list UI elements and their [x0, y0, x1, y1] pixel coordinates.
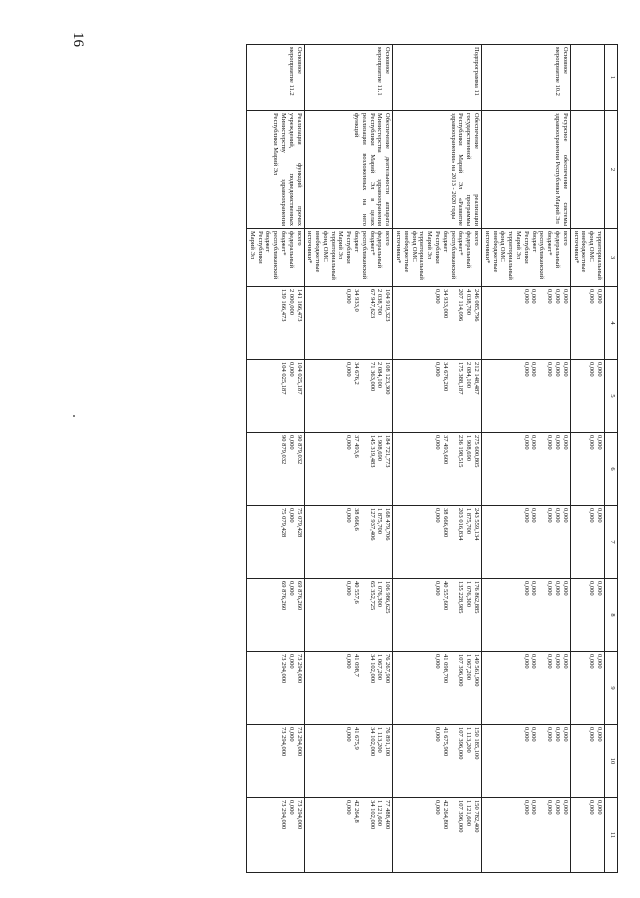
amount-value: 0,000 — [287, 435, 295, 450]
amount-value: 69 876,260 — [295, 581, 303, 611]
amount-value: 90 879,032 — [295, 435, 303, 465]
amount-value: 0,000 — [561, 435, 569, 450]
amount-value: 0,000 — [345, 800, 353, 815]
amount-value: 0,000 — [522, 727, 530, 742]
amount-value: 34 676,2 — [352, 362, 360, 385]
amount-value: 0,000 — [522, 654, 530, 669]
amount-value: 0,000 — [588, 435, 596, 450]
spacer — [360, 289, 368, 357]
funding-source-label: республиканский бюджет Республики Марий Эл — [426, 231, 457, 280]
amount-value: 141 166,473 — [295, 289, 303, 322]
funding-source-label: федеральный бюджет* — [368, 231, 384, 268]
amount-value: 0,000 — [554, 435, 562, 450]
amount-value: 150 185,100 — [473, 727, 481, 760]
funding-source-label: федеральный бюджет* — [546, 231, 562, 268]
amount-value: 0,000 — [433, 362, 441, 377]
amount-value: 41 675,900 — [441, 727, 449, 757]
amount-value: 0,000 — [287, 581, 295, 596]
table-row — [246, 45, 304, 873]
funding-sources-cell — [246, 229, 304, 287]
amount-value: 0,000 — [588, 654, 596, 669]
spacer — [360, 654, 368, 722]
amount-value: 4 038,700 — [465, 289, 473, 315]
amount-value: 0,000 — [546, 435, 554, 450]
amount-cell — [570, 798, 604, 873]
funding-sources-cell — [393, 229, 482, 287]
amount-value: 0,000 — [561, 289, 569, 304]
amount-cell — [570, 287, 604, 360]
amount-cell — [246, 287, 304, 360]
spacer — [537, 581, 545, 649]
amount-value: 76 267,900 — [384, 654, 392, 684]
amount-cell — [304, 433, 393, 506]
amount-value: 0,000 — [433, 654, 441, 669]
spacer — [537, 654, 545, 722]
amount-cell — [570, 433, 604, 506]
amount-cell — [393, 360, 482, 433]
column-number-4: 4 — [605, 287, 618, 360]
column-number-9: 9 — [605, 652, 618, 725]
amount-cell — [482, 652, 571, 725]
amount-value: 41 675,9 — [352, 727, 360, 750]
amount-value: 0,000 — [554, 581, 562, 596]
amount-value: 0,000 — [530, 508, 538, 523]
funding-sources-cell — [304, 229, 393, 287]
amount-value: 275 600,805 — [473, 435, 481, 468]
amount-value: 0,000 — [561, 362, 569, 377]
amount-value: 0,000 — [588, 289, 596, 304]
amount-value: 176 862,885 — [473, 581, 481, 614]
amount-value: 0,000 — [345, 727, 353, 742]
amount-value: 77 488,400 — [384, 800, 392, 830]
spacer — [449, 727, 457, 795]
amount-value: 149 561,900 — [473, 654, 481, 687]
funding-source-label: республиканский бюджет Республики Марий Эл — [337, 231, 368, 280]
amount-value: 0,000 — [561, 654, 569, 669]
amount-value: 0,000 — [287, 362, 295, 377]
funding-source-label: территориальный фонд ОМС — [588, 231, 603, 280]
amount-value: 0,000 — [530, 289, 538, 304]
spacer — [360, 508, 368, 576]
measure-name-cell — [570, 111, 604, 229]
amount-cell — [246, 798, 304, 873]
amount-value: 34 676,200 — [441, 362, 449, 392]
amount-value: 0,000 — [554, 800, 562, 815]
amount-value: 0,000 — [530, 727, 538, 742]
amount-value: 1 121,600 — [465, 800, 473, 826]
amount-cell — [246, 506, 304, 579]
amount-value: 0,000 — [345, 508, 353, 523]
amount-value: 0,000 — [554, 508, 562, 523]
amount-cell — [246, 433, 304, 506]
amount-value: 71 363,000 — [368, 362, 376, 392]
amount-value: 0,000 — [596, 508, 603, 523]
amount-cell — [570, 360, 604, 433]
amount-value: 0,000 — [433, 435, 441, 450]
funding-source-label: федеральный бюджет* — [279, 231, 295, 268]
amount-value: 0,000 — [345, 362, 353, 377]
amount-value: 0,000 — [522, 800, 530, 815]
column-number-1: 1 — [605, 45, 618, 111]
amount-value: 40 557,6 — [352, 581, 360, 604]
amount-value: 0,000 — [546, 800, 554, 815]
amount-value: 40 557,600 — [441, 581, 449, 611]
amount-value: 0,000 — [530, 654, 538, 669]
amount-value: 0,000 — [588, 800, 596, 815]
amount-value: 0,000 — [561, 800, 569, 815]
amount-cell — [304, 579, 393, 652]
column-number-2: 2 — [605, 111, 618, 229]
amount-value: 73 294,000 — [295, 654, 303, 684]
amount-value: 90 879,032 — [279, 435, 287, 465]
amount-cell — [393, 287, 482, 360]
amount-value: 0,000 — [546, 727, 554, 742]
amount-value: 1 875,700 — [376, 508, 384, 534]
funding-source-label: республиканский бюджет Республики Марий Эл — [515, 231, 546, 280]
amount-value: 0,000 — [561, 727, 569, 742]
amount-value: 0,000 — [345, 435, 353, 450]
column-number-8: 8 — [605, 579, 618, 652]
amount-value: 0,000 — [287, 727, 295, 742]
amount-cell — [570, 725, 604, 798]
column-number-11: 11 — [605, 798, 618, 873]
amount-value: 1 908,690 — [376, 435, 384, 461]
table-row — [304, 45, 393, 873]
amount-value: 0,000 — [287, 654, 295, 669]
table-row — [393, 45, 482, 873]
amount-value: 0,000 — [596, 435, 603, 450]
amount-value: 0,000 — [596, 581, 603, 596]
amount-value: 0,000 — [554, 289, 562, 304]
amount-value: 0,000 — [596, 289, 603, 304]
amount-value: 2 038,700 — [376, 289, 384, 315]
measure-code-cell: Основное мероприятие 10.2 — [482, 45, 571, 111]
amount-value: 243 559,134 — [473, 508, 481, 541]
amount-value: 0,000 — [433, 727, 441, 742]
amount-cell — [304, 725, 393, 798]
amount-value: 42 264,8 — [352, 800, 360, 823]
amount-value: 203 016,834 — [457, 508, 465, 541]
amount-value: 0,000 — [287, 800, 295, 815]
amount-value: 107 396,000 — [457, 727, 465, 760]
amount-value: 0,000 — [561, 508, 569, 523]
amount-value: 73 294,000 — [279, 727, 287, 757]
amount-value: 0,000 — [588, 362, 596, 377]
amount-value: 2 084,100 — [465, 362, 473, 388]
amount-cell — [482, 433, 571, 506]
spacer — [537, 362, 545, 430]
amount-value: 212 148,487 — [473, 362, 481, 395]
amount-cell — [304, 652, 393, 725]
amount-value: 73 294,000 — [279, 800, 287, 830]
amount-value: 0,000 — [561, 581, 569, 596]
amount-value: 1 076,300 — [465, 581, 473, 607]
amount-cell — [304, 287, 393, 360]
spacer — [360, 435, 368, 503]
amount-value: 34 102,000 — [368, 727, 376, 757]
measure-code-cell — [570, 45, 604, 111]
amount-value: 0,000 — [530, 581, 538, 596]
spacer — [537, 289, 545, 357]
funding-source-label: территориальный фонд ОМС — [321, 231, 337, 280]
amount-value: 168 479,706 — [384, 508, 392, 541]
amount-cell — [393, 652, 482, 725]
amount-cell — [246, 725, 304, 798]
measure-code-cell: Основное мероприятие 11.1 — [304, 45, 393, 111]
amount-value: 0,000 — [554, 654, 562, 669]
amount-value: 104 025,187 — [279, 362, 287, 395]
amount-value: 0,000 — [546, 362, 554, 377]
spacer — [360, 362, 368, 430]
funding-source-label: внебюджетные источники* — [306, 231, 322, 273]
amount-value: 207 114,096 — [457, 289, 465, 322]
amount-cell — [393, 433, 482, 506]
amount-value: 0,000 — [287, 508, 295, 523]
amount-value: 108 123,300 — [384, 362, 392, 395]
spacer — [449, 362, 457, 430]
spacer — [537, 435, 545, 503]
amount-value: 175 388,187 — [457, 362, 465, 395]
amount-cell — [570, 652, 604, 725]
amount-value: 67 947,623 — [368, 289, 376, 319]
amount-cell — [246, 579, 304, 652]
amount-cell — [482, 506, 571, 579]
amount-value: 107 396,000 — [457, 654, 465, 687]
amount-cell — [482, 725, 571, 798]
spacer — [537, 727, 545, 795]
amount-value: 106 986,625 — [384, 581, 392, 614]
funding-source-label: всего — [561, 231, 569, 246]
amount-value: 0,000 — [554, 362, 562, 377]
funding-source-label: всего — [384, 231, 392, 246]
amount-value: 0,000 — [546, 508, 554, 523]
amount-value: 0,000 — [522, 289, 530, 304]
amount-cell — [304, 360, 393, 433]
amount-value: 76 891,100 — [384, 727, 392, 757]
amount-value: 0,000 — [530, 800, 538, 815]
spacer — [449, 289, 457, 357]
amount-value: 0,000 — [345, 581, 353, 596]
amount-value: 127 937,406 — [368, 508, 376, 541]
spacer — [449, 435, 457, 503]
amount-value: 73 294,000 — [295, 727, 303, 757]
amount-value: 0,000 — [522, 508, 530, 523]
measure-name-cell: Ресурсное обеспечение системы здравоохранения Республики Марий Эл — [482, 111, 571, 229]
measure-code-cell: Подпрограмма 11 — [393, 45, 482, 111]
amount-value: 73 294,000 — [279, 654, 287, 684]
amount-value: 75 079,428 — [279, 508, 287, 538]
spacer — [449, 654, 457, 722]
column-number-6: 6 — [605, 433, 618, 506]
amount-value: 0,000 — [522, 581, 530, 596]
funding-source-label: федеральный бюджет* — [457, 231, 473, 268]
measure-name-cell: Реализация функций прочих учреждений, подведомственных Министерству здравоохранения Республики Марий Эл — [246, 111, 304, 229]
column-number-5: 5 — [605, 360, 618, 433]
amount-value: 107 396,000 — [457, 800, 465, 833]
amount-value: 65 352,725 — [368, 581, 376, 611]
amount-value: 69 876,260 — [279, 581, 287, 611]
spacer — [449, 508, 457, 576]
funding-source-label: территориальный фонд ОМС — [410, 231, 426, 280]
amount-value: 1 067,200 — [376, 654, 384, 680]
amount-value: 0,000 — [588, 508, 596, 523]
amount-value: 0,000 — [522, 435, 530, 450]
amount-value: 0,000 — [554, 727, 562, 742]
amount-value: 135 228,985 — [457, 581, 465, 614]
amount-cell — [393, 798, 482, 873]
amount-value: 1 113,200 — [376, 727, 384, 753]
amount-value: 0,000 — [596, 362, 603, 377]
amount-value: 1 875,700 — [465, 508, 473, 534]
amount-value: 75 079,428 — [295, 508, 303, 538]
amount-cell — [570, 506, 604, 579]
funding-source-label: внебюджетные источники* — [395, 231, 410, 273]
amount-value: 0,000 — [546, 289, 554, 304]
amount-value: 2 084,100 — [376, 362, 384, 388]
amount-cell — [393, 725, 482, 798]
amount-value: 73 294,000 — [295, 800, 303, 830]
amount-value: 0,000 — [433, 289, 441, 304]
amount-value: 1 076,300 — [376, 581, 384, 607]
amount-value: 1 113,200 — [465, 727, 473, 753]
funding-source-label: территориальный фонд ОМС — [499, 231, 515, 280]
amount-cell — [570, 579, 604, 652]
amount-cell — [482, 287, 571, 360]
amount-value: 42 264,800 — [441, 800, 449, 830]
amount-value: 41 098,700 — [441, 654, 449, 684]
amount-cell — [482, 798, 571, 873]
amount-value: 1 067,200 — [465, 654, 473, 680]
spacer — [537, 508, 545, 576]
amount-value: 0,000 — [588, 727, 596, 742]
amount-value: 145 319,483 — [368, 435, 376, 468]
amount-cell — [304, 798, 393, 873]
column-number-3: 3 — [605, 229, 618, 287]
table-row — [570, 45, 604, 873]
amount-cell — [482, 360, 571, 433]
amount-value: 0,000 — [588, 581, 596, 596]
amount-value: 1 121,600 — [376, 800, 384, 826]
amount-value: 104 025,187 — [295, 362, 303, 395]
amount-value: 37 493,6 — [352, 435, 360, 458]
amount-value: 0,000 — [596, 654, 603, 669]
amount-value: 34 933,0 — [352, 289, 360, 312]
funding-source-label: внебюджетные источники* — [483, 231, 499, 273]
amount-value: 246 085,796 — [473, 289, 481, 322]
table-row — [482, 45, 571, 873]
amount-value: 139 166,473 — [279, 289, 287, 322]
amount-value: 0,000 — [596, 727, 603, 742]
funding-source-label: внебюджетные источники* — [572, 231, 588, 273]
spacer — [360, 727, 368, 795]
column-number-7: 7 — [605, 506, 618, 579]
amount-value: 34 102,000 — [368, 800, 376, 830]
amount-value: 0,000 — [433, 581, 441, 596]
amount-value: 41 098,7 — [352, 654, 360, 677]
stray-mark — [73, 415, 75, 417]
amount-cell — [393, 579, 482, 652]
spacer — [449, 800, 457, 870]
column-number-10: 10 — [605, 725, 618, 798]
measure-code-cell: Основное мероприятие 11.2 — [246, 45, 304, 111]
amount-value: 0,000 — [546, 654, 554, 669]
amount-value: 236 198,515 — [457, 435, 465, 468]
funding-sources-cell — [570, 229, 604, 287]
measure-name-cell: Обеспечение деятельности аппарата Министерства здравоохранения Республики Марий Эл в целях реализации возложенных на него функций — [304, 111, 393, 229]
amount-value: 1 908,690 — [465, 435, 473, 461]
spacer — [449, 581, 457, 649]
amount-value: 0,000 — [546, 581, 554, 596]
amount-value: 0,000 — [522, 362, 530, 377]
amount-value: 34 933,000 — [441, 289, 449, 319]
rotated-table-sheet — [112, 44, 618, 872]
amount-value: 38 666,600 — [441, 508, 449, 538]
page-number: 16 — [70, 32, 86, 47]
amount-value: 0,000 — [433, 508, 441, 523]
amount-value: 184 721,773 — [384, 435, 392, 468]
funding-source-label: республиканский бюджет Республики Марий Эл — [248, 231, 280, 280]
amount-cell — [246, 360, 304, 433]
spacer — [537, 800, 545, 870]
amount-cell — [246, 652, 304, 725]
amount-value: 0,000 — [433, 800, 441, 815]
amount-value: 38 666,6 — [352, 508, 360, 531]
amount-cell — [393, 506, 482, 579]
funding-source-label: всего — [473, 231, 481, 246]
amount-value: 0,000 — [530, 362, 538, 377]
amount-value: 150 782,400 — [473, 800, 481, 833]
amount-value: 0,000 — [345, 289, 353, 304]
amount-cell — [304, 506, 393, 579]
amount-value: 37 493,600 — [441, 435, 449, 465]
spacer — [360, 581, 368, 649]
amount-cell — [482, 579, 571, 652]
amount-value: 34 102,000 — [368, 654, 376, 684]
column-number-row — [605, 45, 618, 873]
amount-value: 0,000 — [345, 654, 353, 669]
spacer — [360, 800, 368, 870]
measure-name-cell: Обеспечение реализации государственной программы Республики Марий Эл «Развитие здравоохранения» на 2013 - 2020 годы — [393, 111, 482, 229]
amount-value: 104 919,323 — [384, 289, 392, 322]
funding-source-label: всего — [295, 231, 303, 246]
amount-value: 2 000,000 — [287, 289, 295, 315]
budget-table — [246, 44, 618, 873]
amount-value: 0,000 — [596, 800, 603, 815]
funding-sources-cell — [482, 229, 571, 287]
amount-value: 0,000 — [530, 435, 538, 450]
